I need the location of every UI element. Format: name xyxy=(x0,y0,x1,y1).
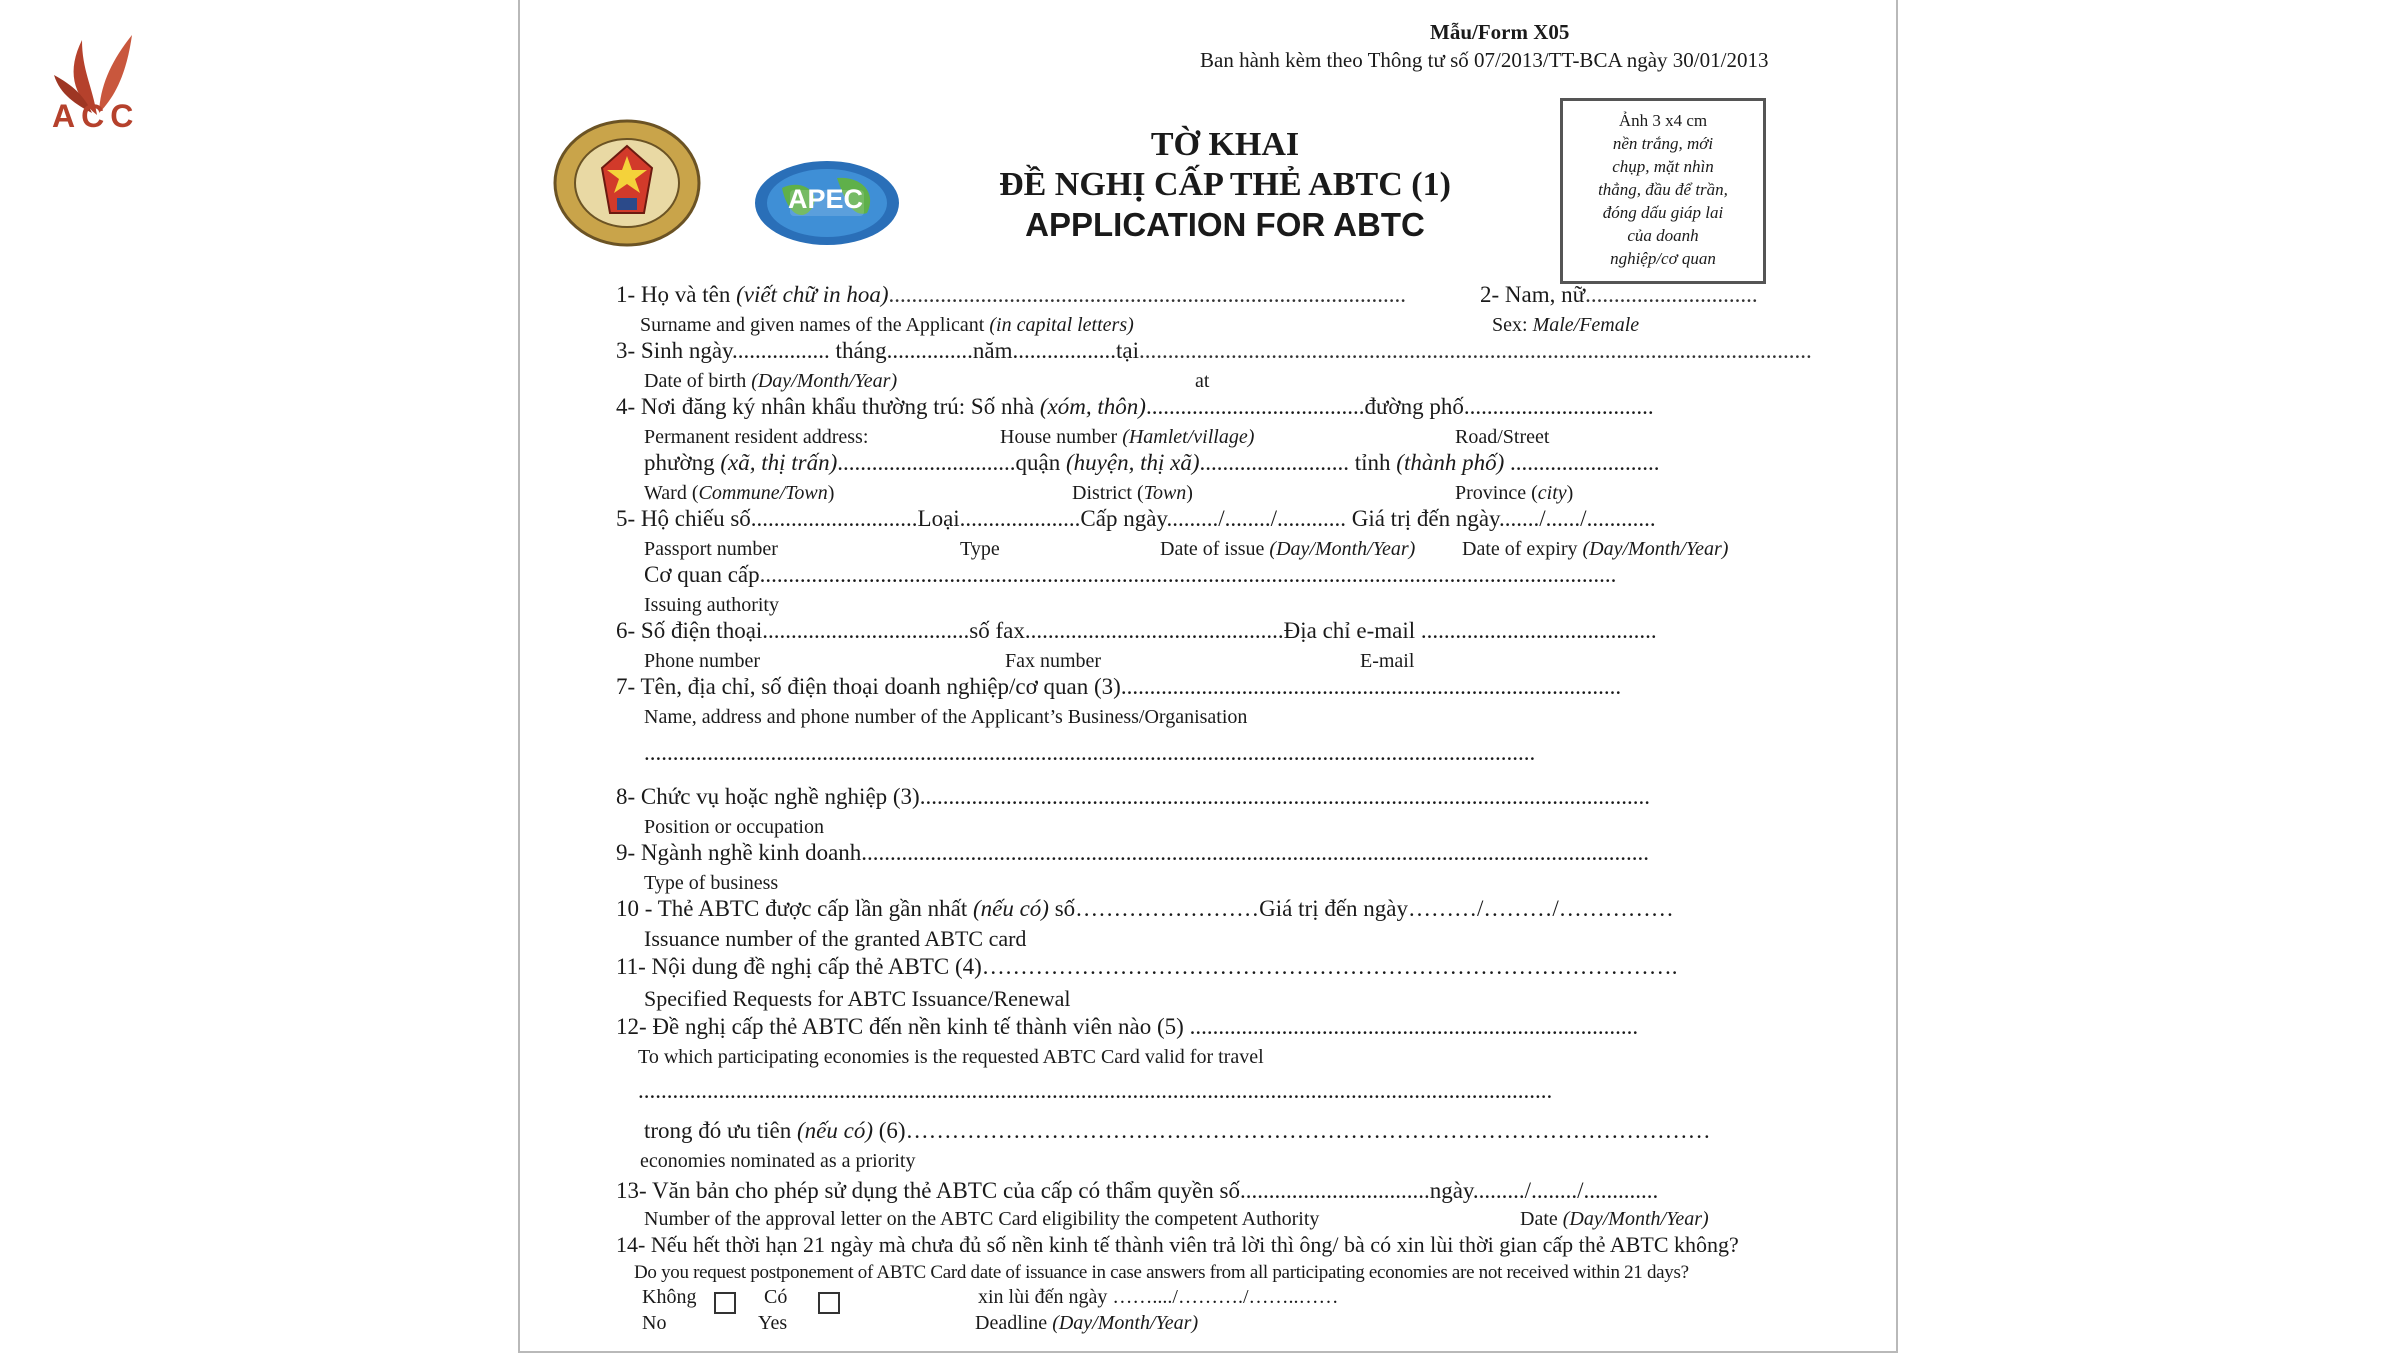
field-7-english: Name, address and phone number of the Applicant’s Business/Organisation xyxy=(644,706,1248,728)
field-14-english: Do you request postponement of ABTC Card date of issuance in case answers from all participating economies are not received within 21 days? xyxy=(634,1262,1689,1283)
field-4-rest: ......................................đường phố................................. xyxy=(1145,394,1654,419)
deadline-label: Deadline xyxy=(975,1312,1048,1334)
district-label: ...............................quận xyxy=(837,450,1061,475)
field-2-english xyxy=(1492,314,1639,337)
no-label-en: No xyxy=(642,1312,667,1334)
field-2-dots: .............................. xyxy=(1585,282,1758,307)
field-5-authority[interactable]: Cơ quan cấp..................................................................................................................................................... xyxy=(644,562,1617,587)
field-3-english xyxy=(644,370,897,393)
date-label: Date xyxy=(1520,1208,1558,1230)
photo-box-line: nền trắng, mới xyxy=(1612,134,1714,153)
photo-box-title: Ảnh 3 x4 cm xyxy=(1618,111,1708,130)
no-label-vn: Không xyxy=(642,1286,697,1308)
field-4-label: 4- Nơi đăng ký nhân khẩu thường trú: Số nhà xyxy=(616,394,1035,419)
title-line-3: APPLICATION FOR ABTC xyxy=(1025,206,1425,243)
field-3-en-label: Date of birth xyxy=(644,370,747,392)
priority-label: trong đó ưu tiên xyxy=(644,1118,792,1143)
province-label: .......................... tỉnh xyxy=(1199,450,1391,475)
field-5-en-3 xyxy=(1160,538,1415,561)
apec-logo-text: APEC xyxy=(788,184,864,214)
priority-note: (nếu có) xyxy=(797,1118,874,1143)
immigration-seal-icon xyxy=(552,118,702,248)
field-12-priority[interactable] xyxy=(644,1118,1711,1144)
field-2-label: 2- Nam, nữ xyxy=(1480,282,1586,307)
field-11-english: Specified Requests for ABTC Issuance/Renewal xyxy=(644,986,1071,1011)
field-10-label: 10 - Thẻ ABTC được cấp lần gần nhất xyxy=(616,896,968,921)
priority-rest: (6)…………………………………………………………………………………………… xyxy=(878,1118,1711,1143)
expiry-date-note: (Day/Month/Year) xyxy=(1582,538,1729,560)
field-2-en-label: Sex: xyxy=(1492,314,1528,336)
field-5-authority-en: Issuing authority xyxy=(644,594,779,616)
field-4-address[interactable] xyxy=(616,394,1654,420)
field-4-en-2-label: House number xyxy=(1000,426,1118,448)
field-4-en-province xyxy=(1455,482,1573,505)
field-7-dots[interactable]: ........................................................................................................................................................... xyxy=(644,740,1536,765)
field-12-priority-english: economies nominated as a priority xyxy=(640,1150,916,1172)
form-id: Mẫu/Form X05 xyxy=(1430,20,1570,44)
defer-english xyxy=(975,1312,1198,1335)
defer-date-field[interactable]: xin lùi đến ngày ……..../………./……..…… xyxy=(978,1286,1339,1308)
field-4-en-2-note: (Hamlet/village) xyxy=(1122,426,1255,448)
field-10-rest: số……………………Giá trị đến ngày………/………/…………… xyxy=(1054,896,1674,921)
photo-box-line: chụp, mặt nhìn xyxy=(1612,157,1714,176)
province-en-label: Province ( xyxy=(1455,482,1538,504)
field-13-english: Number of the approval letter on the ABTC Card eligibility the competent Authority xyxy=(644,1208,1320,1230)
field-4-ward-line[interactable] xyxy=(644,450,1660,476)
province-dots: .......................... xyxy=(1510,450,1660,475)
field-3-birth[interactable] xyxy=(616,338,1812,364)
field-1-label: 1- Họ và tên xyxy=(616,282,731,307)
ward-en-label: Ward ( xyxy=(644,482,699,504)
form-page xyxy=(518,0,1898,1353)
field-3-at: at xyxy=(1195,370,1210,392)
field-9-business[interactable]: 9- Ngành nghề kinh doanh......................................................................................................................................... xyxy=(616,840,1650,865)
field-3-dots: ..................................................................................................................... xyxy=(1139,338,1812,363)
field-10-english: Issuance number of the granted ABTC card xyxy=(644,926,1027,951)
field-4-en-ward xyxy=(644,482,834,505)
photo-box-line: thẳng, đầu để trần, xyxy=(1598,180,1728,199)
field-14-postpone: 14- Nếu hết thời hạn 21 ngày mà chưa đủ số nền kinh tế thành viên trả lời thì ông/ bà có xin lùi thời gian cấp thẻ ABTC không? xyxy=(616,1232,1739,1257)
yes-checkbox[interactable] xyxy=(818,1292,840,1314)
no-checkbox[interactable] xyxy=(714,1292,736,1314)
ward-label: phường xyxy=(644,450,715,475)
field-10-note: (nếu có) xyxy=(972,896,1049,921)
date-note: (Day/Month/Year) xyxy=(1562,1208,1709,1230)
field-12-economies[interactable]: 12- Đề nghị cấp thẻ ABTC đến nền kinh tế thành viên nào (5) .............................................................................. xyxy=(616,1014,1639,1039)
field-7-organisation[interactable]: 7- Tên, địa chỉ, số điện thoại doanh nghiệp/cơ quan (3)....................................................................................... xyxy=(616,674,1622,699)
field-10-previous-card[interactable] xyxy=(616,896,1674,922)
field-6-contact[interactable]: 6- Số điện thoại....................................số fax.............................................Địa chỉ e-mail ......................................... xyxy=(616,618,1657,643)
district-en-close: ) xyxy=(1186,482,1193,504)
district-en-note: Town xyxy=(1143,482,1187,504)
province-en-note: city xyxy=(1537,482,1567,504)
field-2-en-note: Male/Female xyxy=(1532,314,1640,336)
field-3-en-note: (Day/Month/Year) xyxy=(751,370,898,392)
yes-label-en: Yes xyxy=(758,1312,788,1334)
expiry-date-label: Date of expiry xyxy=(1462,538,1578,560)
ward-en-note: Commune/Town xyxy=(698,482,828,504)
ward-note: (xã, thị trấn) xyxy=(720,450,838,475)
field-3-label: 3- Sinh ngày................. tháng...............năm..................tại xyxy=(616,338,1139,363)
field-1-dots: .......................................................................................... xyxy=(888,282,1406,307)
issue-date-label: Date of issue xyxy=(1160,538,1265,560)
field-1-name[interactable] xyxy=(616,282,1406,308)
photo-box-line: đóng dấu giáp lai xyxy=(1602,203,1724,222)
field-1-note: (viết chữ in hoa) xyxy=(736,282,889,307)
acc-logo-text: ACC xyxy=(52,98,140,134)
province-note: (thành phố) xyxy=(1396,450,1505,475)
field-1-en-note: (in capital letters) xyxy=(989,314,1134,336)
field-13-date-english xyxy=(1520,1208,1709,1231)
field-4-en-district xyxy=(1072,482,1193,505)
field-4-en-3: Road/Street xyxy=(1455,426,1550,448)
field-2-sex[interactable] xyxy=(1480,282,1758,308)
province-en-close: ) xyxy=(1566,482,1574,504)
ward-en-close: ) xyxy=(827,482,835,504)
issue-date-note: (Day/Month/Year) xyxy=(1269,538,1416,560)
field-6-en-2: Fax number xyxy=(1005,650,1102,672)
field-5-en-2: Type xyxy=(960,538,1000,560)
field-4-en-1: Permanent resident address: xyxy=(644,426,869,448)
circular-reference: Ban hành kèm theo Thông tư số 07/2013/TT-BCA ngày 30/01/2013 xyxy=(1200,48,1769,72)
field-5-en-4 xyxy=(1462,538,1728,561)
field-12-dots[interactable]: ............................................................................................................................................................... xyxy=(638,1078,1553,1103)
field-1-english xyxy=(640,314,1134,337)
photo-box-line: nghiệp/cơ quan xyxy=(1610,249,1716,268)
field-1-en-label: Surname and given names of the Applicant xyxy=(640,314,985,336)
field-5-passport[interactable]: 5- Hộ chiếu số.............................Loại.....................Cấp ngày........./......../............ Giá trị đến ngày......./....../............ xyxy=(616,506,1656,531)
deadline-note: (Day/Month/Year) xyxy=(1052,1312,1199,1334)
field-4-note: (xóm, thôn) xyxy=(1039,394,1146,419)
yes-label-vn: Có xyxy=(764,1286,788,1308)
photo-box xyxy=(1560,98,1766,284)
field-12-english: To which participating economies is the requested ABTC Card valid for travel xyxy=(638,1046,1264,1068)
district-en-label: District ( xyxy=(1072,482,1144,504)
district-note: (huyện, thị xã) xyxy=(1066,450,1200,475)
field-8-english: Position or occupation xyxy=(644,816,824,838)
field-11-request[interactable]: 11- Nội dung đề nghị cấp thẻ ABTC (4)………………………………………………………………………………. xyxy=(616,954,1678,979)
field-13-approval[interactable]: 13- Văn bản cho phép sử dụng thẻ ABTC của cấp có thẩm quyền số.................................ngày........./......../............. xyxy=(616,1178,1659,1203)
field-4-en-2 xyxy=(1000,426,1254,449)
field-6-en-3: E-mail xyxy=(1360,650,1415,672)
field-9-english: Type of business xyxy=(644,872,779,894)
field-8-position[interactable]: 8- Chức vụ hoặc nghề nghiệp (3)............................................................................................................................... xyxy=(616,784,1650,809)
title-line-2: ĐỀ NGHỊ CẤP THẺ ABTC (1) xyxy=(999,166,1451,203)
field-5-en-1: Passport number xyxy=(644,538,778,560)
title-line-1: TỜ KHAI xyxy=(1150,126,1300,163)
photo-box-line: của doanh xyxy=(1627,226,1699,245)
field-6-en-1: Phone number xyxy=(644,650,761,672)
